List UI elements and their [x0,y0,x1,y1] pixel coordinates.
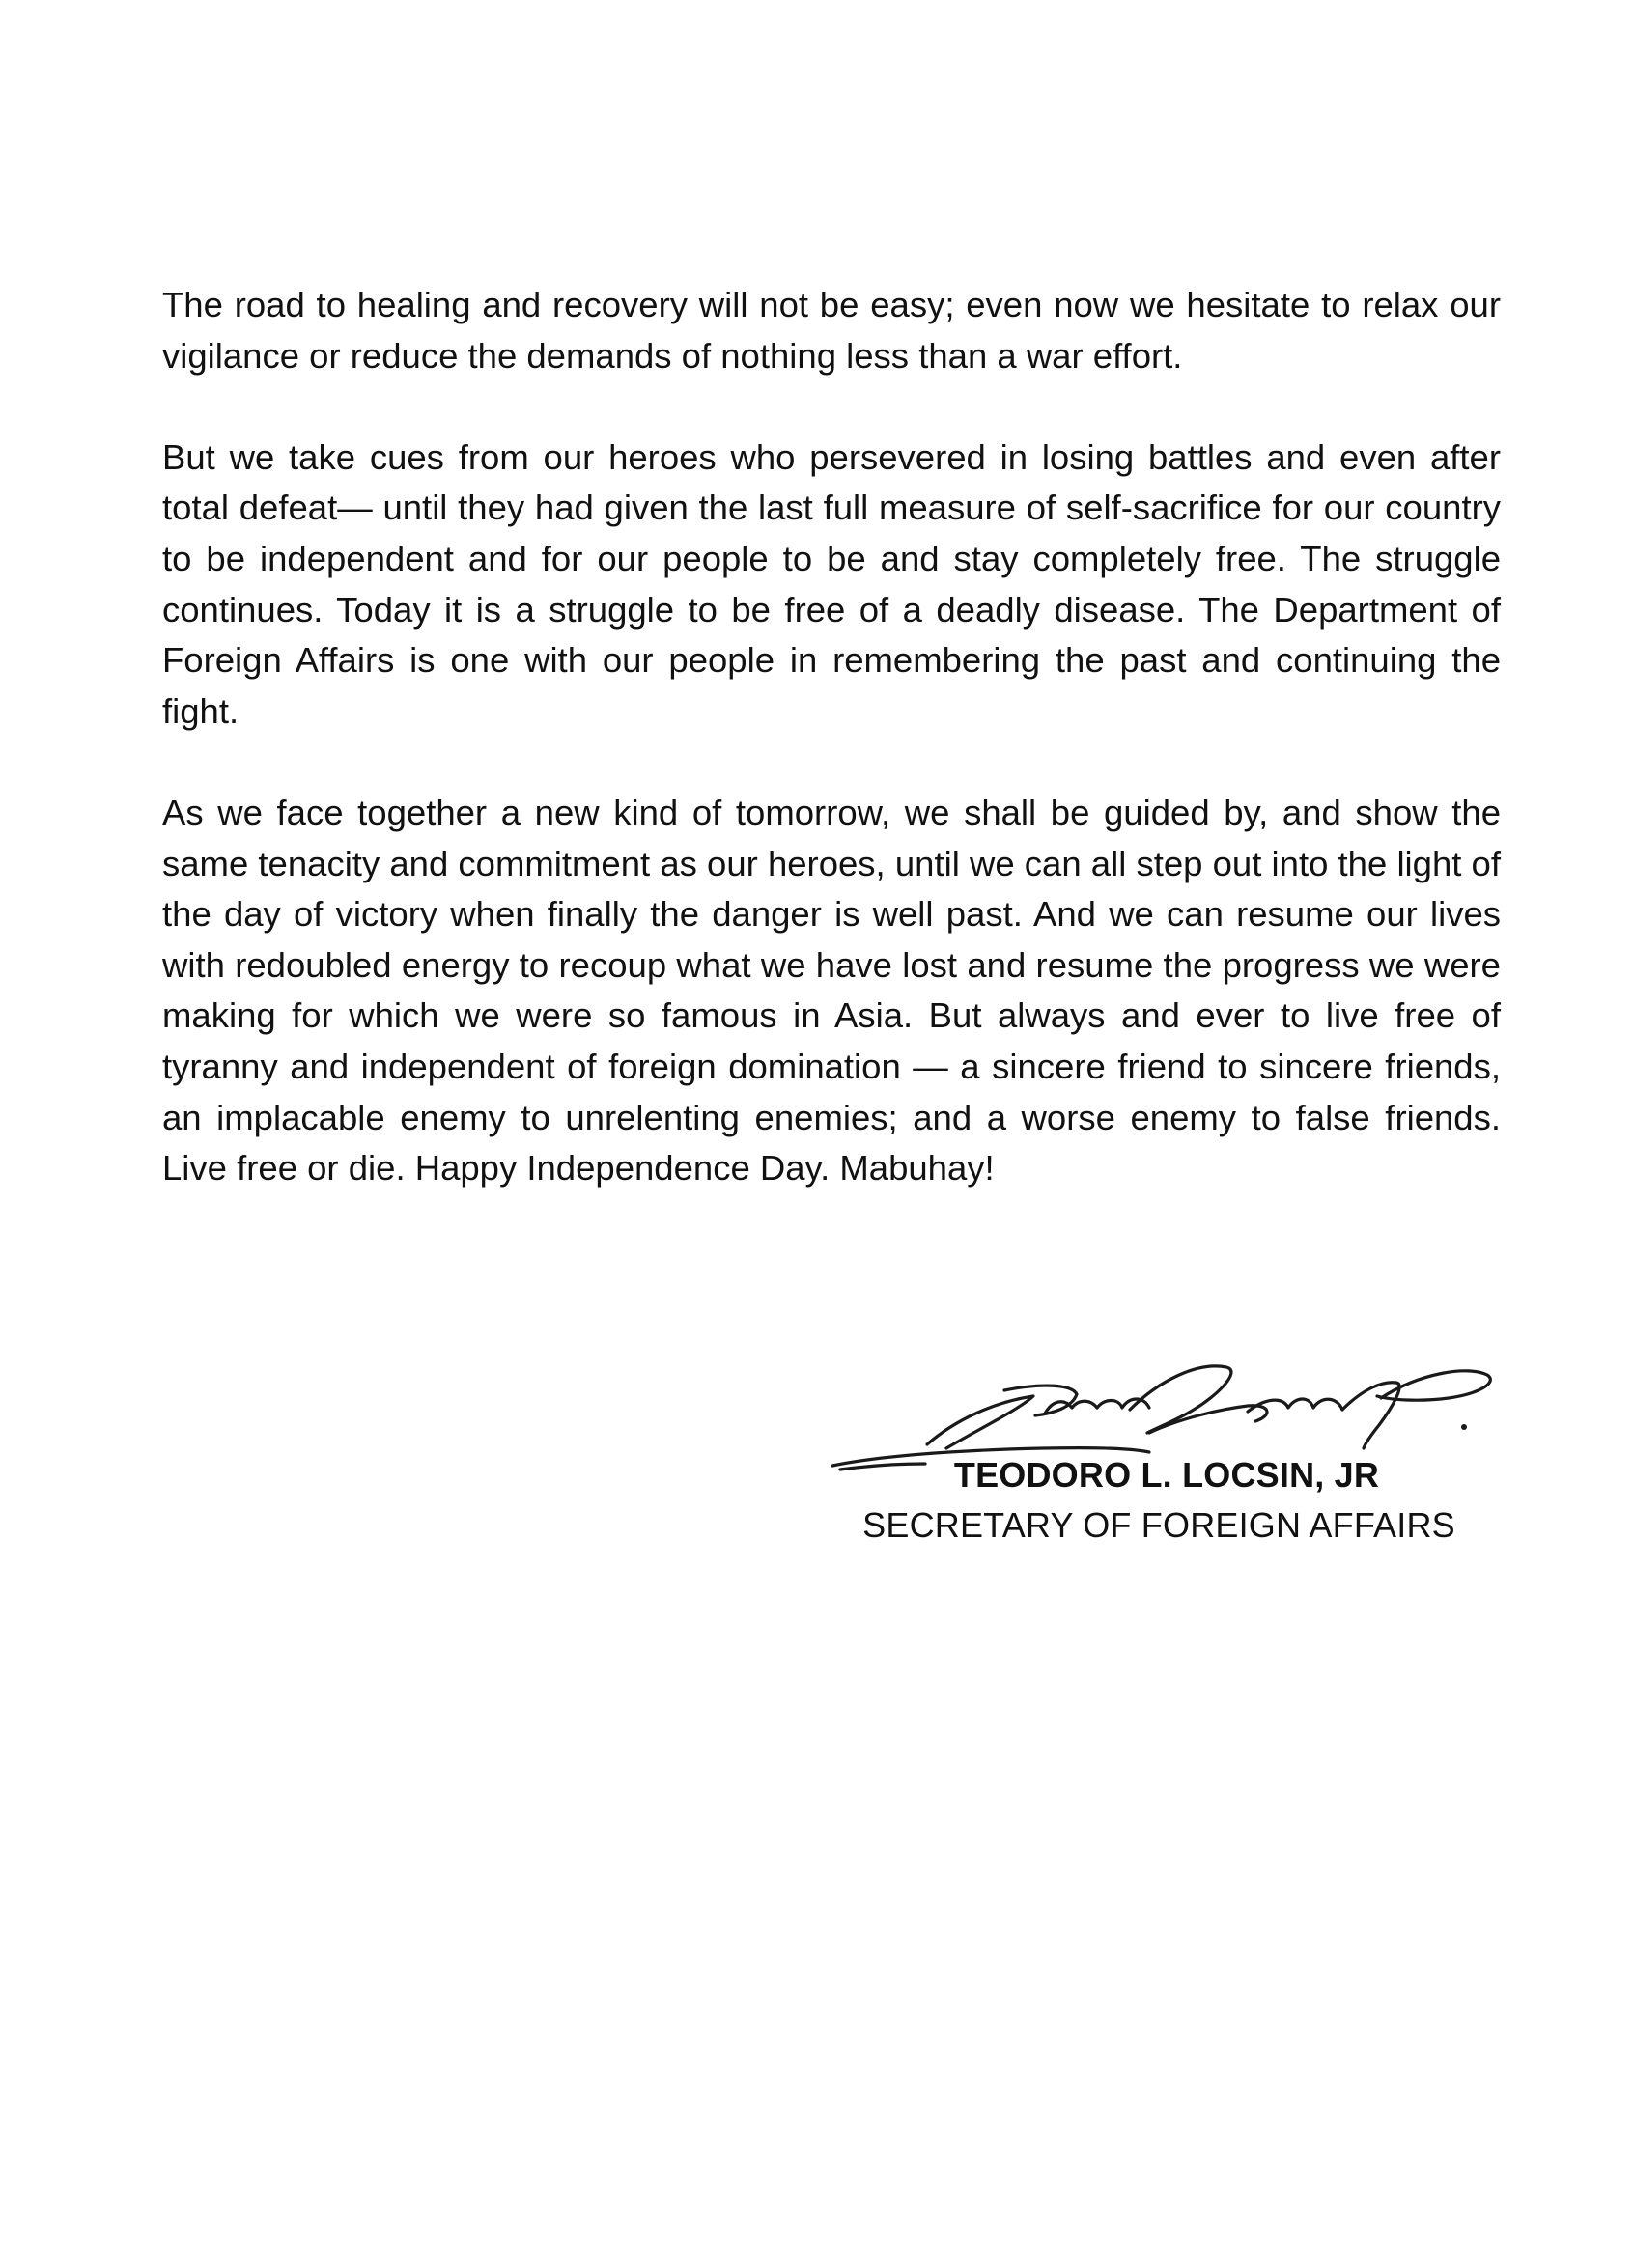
signer-name: TEODORO L. LOCSIN, JR [953,1455,1380,1495]
paragraph-1: The road to healing and recovery will not be easy; even now we hesitate to relax our vigilance or reduce the demands of nothing less than a war effort. [162,285,1501,376]
paragraph-2: But we take cues from our heroes who persevered in losing battles and even after total defeat— until they had given the last full measure of self-sacrifice for our country to be independent and for our people to be and stay completely free. The struggle continues. Today it is a struggle to be free of a deadly disease. The Department of Foreign Affairs is one with our people in remembering the past and continuing the fight. [162,436,1501,731]
letter-body [162,280,1501,1245]
signer-title: SECRETARY OF FOREIGN AFFAIRS [862,1505,1455,1545]
signature-block [811,1352,1507,1564]
paragraph-3: As we face together a new kind of tomorrow, we shall be guided by, and show the same tenacity and commitment as our heroes, until we can all step out into the light of the day of victory when finally the danger is well past. And we can resume our lives with redoubled energy to recoup what we have lost and resume the progress we were making for which we were so famous in Asia. But always and ever to live free of tyranny and independent of foreign domination — a sincere friend to sincere friends, an implacable enemy to unrelenting enemies; and a worse enemy to false friends. Live free or die. Happy Independence Day. Mabuhay! [162,792,1501,1189]
